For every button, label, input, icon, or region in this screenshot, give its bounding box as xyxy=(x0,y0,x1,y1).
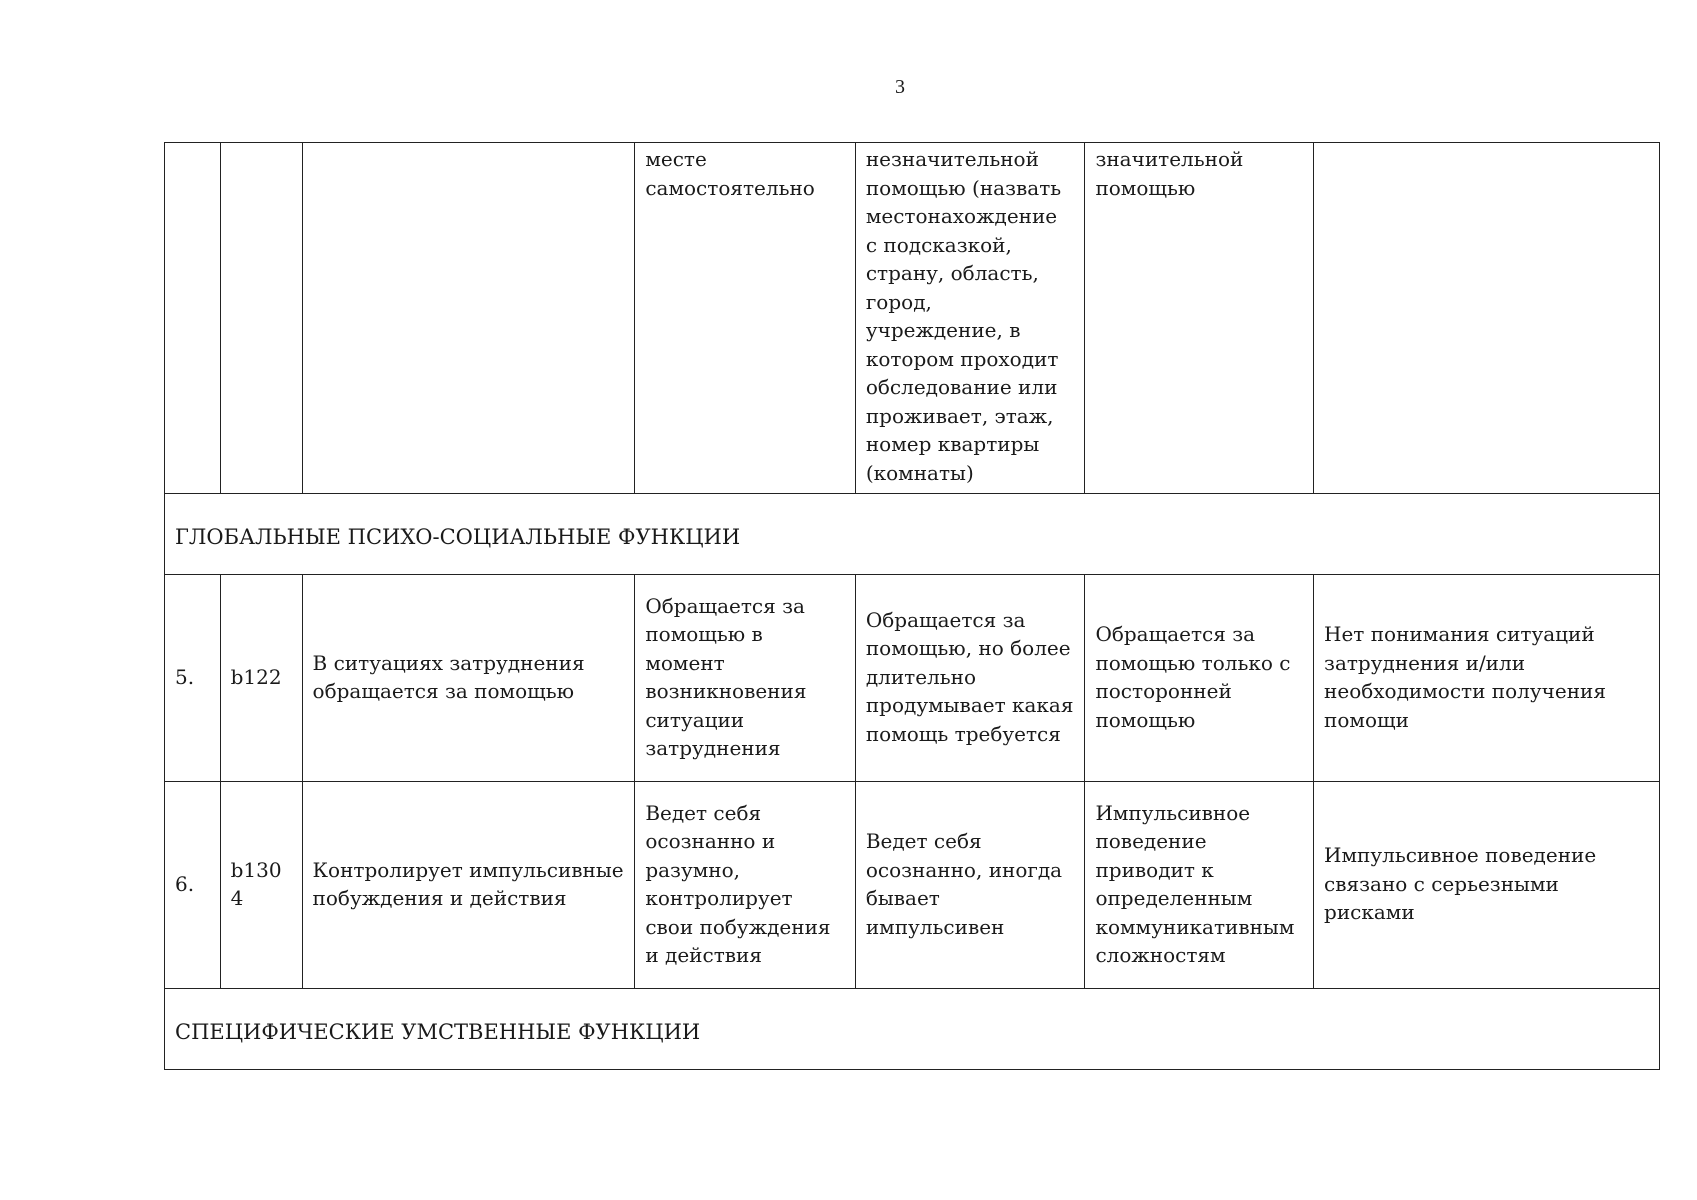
section-header-row xyxy=(165,989,1660,1070)
cell-level-3: Обращается за помощью только с посторонней помощью xyxy=(1085,575,1314,782)
cell-level-3: значительной помощью xyxy=(1085,143,1314,494)
cell-level-4: Импульсивное поведение связано с серьезными рисками xyxy=(1314,782,1660,989)
cell-num: 6. xyxy=(165,782,221,989)
section-title: СПЕЦИФИЧЕСКИЕ УМСТВЕННЫЕ ФУНКЦИИ xyxy=(165,989,1660,1070)
assessment-table xyxy=(164,142,1660,1070)
cell-level-2: Обращается за помощью, но более длительно продумывает какая помощь требуется xyxy=(855,575,1085,782)
page-number: 3 xyxy=(895,76,905,98)
cell-code: b130 4 xyxy=(220,782,302,989)
cell-level-2: незначительной помощью (назвать местонахождение с подсказкой, страну, область, город, учреждение, в котором проходит обследование или проживает, этаж, номер квартиры (комнаты) xyxy=(855,143,1085,494)
cell-num: 5. xyxy=(165,575,221,782)
section-header-row xyxy=(165,494,1660,575)
cell-level-1: Обращается за помощью в момент возникновения ситуации затруднения xyxy=(635,575,856,782)
cell-description: В ситуациях затруднения обращается за помощью xyxy=(302,575,635,782)
cell-level-4: Нет понимания ситуаций затруднения и/или необходимости получения помощи xyxy=(1314,575,1660,782)
cell-level-1: месте самостоятельно xyxy=(635,143,856,494)
table-row-continuation xyxy=(165,143,1660,494)
cell-level-2: Ведет себя осознанно, иногда бывает импульсивен xyxy=(855,782,1085,989)
cell-level-1: Ведет себя осознанно и разумно, контролирует свои побуждения и действия xyxy=(635,782,856,989)
cell-code xyxy=(220,143,302,494)
table-row-6 xyxy=(165,782,1660,989)
section-title: ГЛОБАЛЬНЫЕ ПСИХО-СОЦИАЛЬНЫЕ ФУНКЦИИ xyxy=(165,494,1660,575)
cell-description: Контролирует импульсивные побуждения и действия xyxy=(302,782,635,989)
table-row-5 xyxy=(165,575,1660,782)
cell-level-4 xyxy=(1314,143,1660,494)
cell-description xyxy=(302,143,635,494)
cell-code: b122 xyxy=(220,575,302,782)
cell-num xyxy=(165,143,221,494)
cell-level-3: Импульсивное поведение приводит к определенным коммуникативным сложностям xyxy=(1085,782,1314,989)
